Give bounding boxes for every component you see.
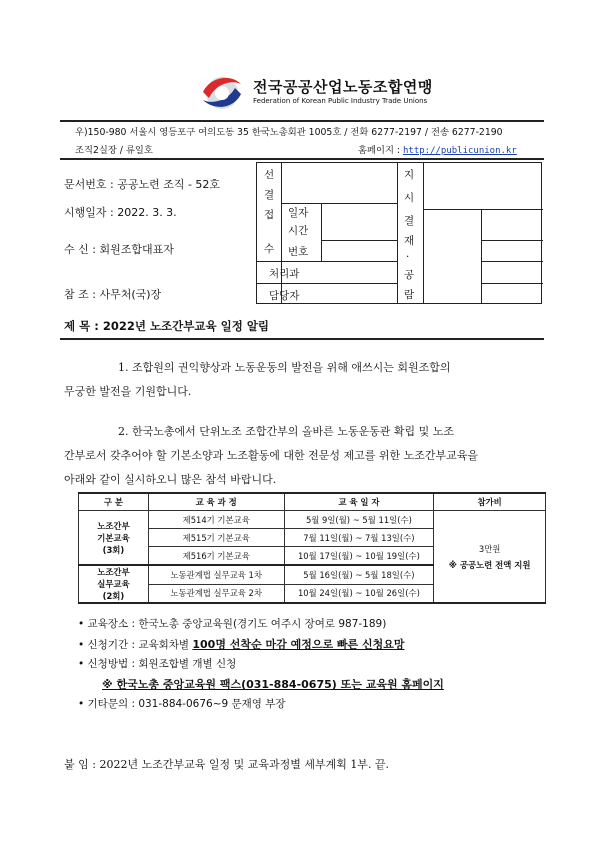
bullet-period: • 신청기간 : 교육회차별 100명 선착순 마감 예정으로 빠른 신청요망 [78,638,405,651]
homepage-label: 홈페이지 : [358,145,401,156]
p2-line3: 아래와 같이 실시하오니 많은 참석 바랍니다. [64,473,277,486]
fee-cell [434,511,546,604]
approval-grid [256,162,542,304]
federation-logo-icon [197,72,247,112]
homepage-link[interactable]: http://publicunion.kr [402,146,517,156]
reference: 참 조 : 사무처(국)장 [64,288,162,301]
col-header-dates: 교 육 일 자 [284,493,434,511]
col-header-fee: 참가비 [434,493,546,511]
grid-gong: 공 [404,269,415,281]
doc-number: 문서번호 : 공공노련 조직 - 52호 [64,178,221,191]
bullet-place: • 교육장소 : 한국노총 중앙교육원(경기도 여주시 장여로 987-189) [78,618,387,630]
grid-seon: 선 [264,169,275,181]
subject-divider [60,338,544,340]
org-name-english: Federation of Korean Public Industry Trade Unions [253,97,428,105]
grid-ram: 람 [404,289,415,301]
grid-gyeol: 결 [264,189,275,201]
fee-note: ※ 공공노련 전액 지원 [448,559,531,570]
grid-sigan: 시간 [288,225,309,237]
course-cell: 제514기 기본교육 [148,511,284,529]
dates-cell: 5월 16일(월) ~ 5월 18일(수) [284,565,434,584]
group-basic: 노조간부 기본교육 (3회) [79,511,149,566]
subject-line: 제 목 : 2022년 노조간부교육 일정 알림 [64,319,270,333]
dates-cell: 7월 11일(월) ~ 7월 13일(수) [284,529,434,547]
issue-date: 시행일자 : 2022. 3. 3. [64,206,177,219]
group-practical: 노조간부 실무교육 (2회) [79,565,149,603]
grid-dot: · [406,251,410,263]
grid-su: 수 [264,243,275,255]
fee-amount: 3만원 [478,543,501,554]
bullet-method: • 신청방법 : 회원조합별 개별 신청 [78,658,237,670]
course-cell: 제515기 기본교육 [148,529,284,547]
grid-jeop: 접 [264,209,275,221]
grid-beonho: 번호 [288,246,309,258]
homepage [358,142,517,156]
grid-ilja: 일자 [288,207,309,219]
dates-cell: 10월 17일(월) ~ 10월 19일(수) [284,547,434,566]
org-name-korean: 전국공공산업노동조합연맹 [253,78,433,96]
paragraph-2 [64,420,540,492]
header-divider-top [60,120,544,122]
course-cell: 노동관계법 실무교육 1차 [148,565,284,584]
grid-ji: 지 [404,169,415,181]
grid-damdangja: 담당자 [269,290,300,302]
attachment-line: 붙 임 : 2022년 노조간부교육 일정 및 교육과정별 세부계획 1부. 끝. [64,758,390,771]
p2-line1: 2. 한국노총에서 단위노조 조합간부의 올바른 노동운동관 확립 및 노조 [118,425,454,438]
dates-cell: 10월 24일(월) ~ 10월 26일(수) [284,584,434,603]
recipient: 수 신 : 회원조합대표자 [64,243,174,256]
notice-fax: ※ 한국노총 중앙교육원 팩스(031-884-0675) 또는 교육원 홈페이지 [102,678,444,691]
p1-line2: 무궁한 발전을 기원합니다. [64,385,192,398]
grid-jae: 재 [404,235,415,247]
course-cell: 노동관계법 실무교육 2차 [148,584,284,603]
p1-line1: 1. 조합원의 권익향상과 노동운동의 발전을 위해 애쓰시는 회원조합의 [118,361,451,374]
grid-gyeol2: 결 [404,215,415,227]
contact-person: 조직2실장 / 류일호 [75,145,153,156]
paragraph-1 [64,356,540,404]
grid-si: 시 [404,192,415,204]
header-divider-bottom [60,158,544,160]
grid-cheorigwa: 처리과 [269,268,300,280]
schedule-table [78,492,546,604]
period-emphasis: 100명 선착순 마감 예정으로 빠른 신청요망 [192,638,405,651]
col-header-category: 구 분 [79,493,149,511]
dates-cell: 5월 9일(월) ~ 5월 11일(수) [284,511,434,529]
table-row [79,511,546,529]
course-cell: 제516기 기본교육 [148,547,284,566]
address-line: 우)150-980 서울시 영등포구 여의도동 35 한국노총회관 1005호 / 전화 6277-2197 / 전송 6277-2190 [75,127,503,138]
bullet-inquiry: • 기타문의 : 031-884-0676~9 문재영 부장 [78,698,286,710]
col-header-course: 교 육 과 정 [148,493,284,511]
p2-line2: 간부로서 갖추어야 할 기본소양과 노조활동에 대한 전문성 제고를 위한 노조간부교육을 [64,449,479,462]
